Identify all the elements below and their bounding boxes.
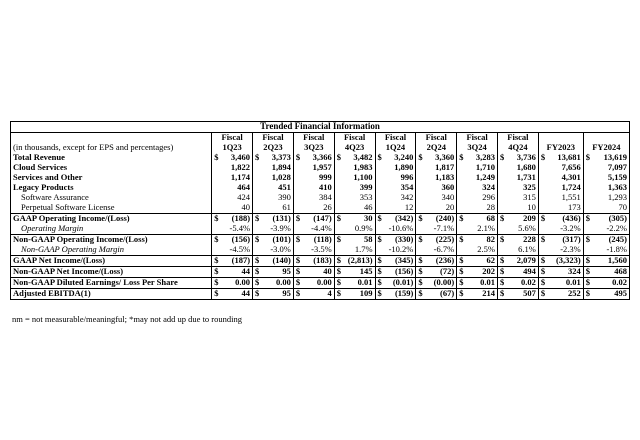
table-cell: 3,482 <box>353 153 373 163</box>
table-row <box>11 173 630 183</box>
dollar-sign: $ <box>538 278 546 289</box>
table-cell: (317) <box>547 235 584 246</box>
table-cell: 410 <box>293 183 334 193</box>
dollar-sign: $ <box>498 256 506 267</box>
dollar-sign: $ <box>212 289 220 300</box>
dollar-sign: $ <box>583 256 591 267</box>
table-cell: 82 <box>465 235 498 246</box>
table-row <box>11 245 630 256</box>
column-header-fiscal <box>583 133 629 144</box>
dollar-sign: $ <box>583 267 591 278</box>
row-label: Services and Other <box>11 173 212 183</box>
dollar-sign: $ <box>375 267 383 278</box>
header-blank <box>11 133 212 144</box>
table-cell: 7,656 <box>538 163 583 173</box>
table-cell: 1,983 <box>334 163 375 173</box>
table-cell: 468 <box>591 267 629 278</box>
table-cell: 424 <box>212 193 253 203</box>
dollar-sign: $ <box>583 214 591 225</box>
table-row <box>11 203 630 214</box>
table-cell: 996 <box>375 173 416 183</box>
table-cell: -3.5% <box>293 245 334 256</box>
dollar-sign: $ <box>212 278 220 289</box>
table-cell: 214 <box>465 289 498 300</box>
table-cell: 342 <box>375 193 416 203</box>
table-cell: 1,100 <box>334 173 375 183</box>
table-cell: 999 <box>293 173 334 183</box>
dollar-sign: $ <box>375 214 383 225</box>
column-header-period: FY2023 <box>538 143 583 153</box>
dollar-sign: $ <box>583 235 591 246</box>
table-cell: 324 <box>457 183 498 193</box>
row-label: Non-GAAP Operating Income/(Loss) <box>11 235 212 246</box>
dollar-sign: $ <box>334 289 342 300</box>
table-cell: 1,174 <box>212 173 253 183</box>
dollar-sign: $ <box>375 256 383 267</box>
table-row <box>11 214 630 225</box>
column-header-period: 3Q24 <box>457 143 498 153</box>
table-cell: 173 <box>538 203 583 214</box>
table-cell: (225) <box>424 235 457 246</box>
dollar-sign: $ <box>293 214 301 225</box>
table-cell: 40 <box>302 267 335 278</box>
table-cell: 1,817 <box>416 163 457 173</box>
table-cell: -1.8% <box>583 245 629 256</box>
table-cell: (156) <box>383 267 416 278</box>
table-row <box>11 267 630 278</box>
table-cell: 13,681 <box>557 153 581 163</box>
row-label: Operating Margin <box>11 224 212 235</box>
table-cell: 40 <box>212 203 253 214</box>
table-cell: 6.1% <box>498 245 539 256</box>
dollar-sign: $ <box>334 235 342 246</box>
table-cell: 360 <box>416 183 457 193</box>
table-cell: 30 <box>342 214 375 225</box>
table-cell: 44 <box>220 267 253 278</box>
table-cell: (72) <box>424 267 457 278</box>
dollar-sign: $ <box>253 214 261 225</box>
table-cell: 0.02 <box>506 278 539 289</box>
table-cell: -3.9% <box>253 224 294 235</box>
table-cell: 494 <box>506 267 539 278</box>
table-cell: 209 <box>506 214 539 225</box>
dollar-sign: $ <box>498 235 506 246</box>
dollar-sign: $ <box>416 235 424 246</box>
table-cell: (140) <box>261 256 294 267</box>
dollar-sign: $ <box>416 214 424 225</box>
table-cell: (245) <box>591 235 629 246</box>
dollar-sign: $ <box>212 153 220 163</box>
table-cell: 3,283 <box>475 153 496 163</box>
column-header-period: 2Q24 <box>416 143 457 153</box>
dollar-sign: $ <box>457 278 465 289</box>
table-cell: -4.5% <box>212 245 253 256</box>
table-cell: 3,736 <box>516 153 536 163</box>
table-cell: 62 <box>465 256 498 267</box>
column-header-fiscal: Fiscal <box>457 133 498 144</box>
dollar-sign: $ <box>583 278 591 289</box>
table-cell: -10.2% <box>375 245 416 256</box>
table-row <box>11 153 630 163</box>
column-header-fiscal: Fiscal <box>498 133 539 144</box>
table-cell: (156) <box>220 235 253 246</box>
table-cell: 3,240 <box>394 153 414 163</box>
table-cell: 296 <box>457 193 498 203</box>
table-cell: 228 <box>506 235 539 246</box>
dollar-sign: $ <box>375 235 383 246</box>
table-cell: (147) <box>302 214 335 225</box>
table-cell: -5.4% <box>212 224 253 235</box>
table-cell: (188) <box>220 214 253 225</box>
dollar-sign: $ <box>334 267 342 278</box>
column-header-period: 4Q23 <box>334 143 375 153</box>
table-cell: 1.7% <box>334 245 375 256</box>
table-cell: 1,724 <box>538 183 583 193</box>
table-cell: 44 <box>220 289 253 300</box>
dollar-sign: $ <box>538 235 546 246</box>
table-cell: (118) <box>302 235 335 246</box>
column-header-period: 2Q23 <box>253 143 294 153</box>
dollar-sign: $ <box>498 289 506 300</box>
dollar-sign: $ <box>334 153 342 163</box>
table-cell: (436) <box>547 214 584 225</box>
column-header-fiscal: Fiscal <box>212 133 253 144</box>
table-cell: 507 <box>506 289 539 300</box>
row-label: Adjusted EBITDA(1) <box>11 289 212 300</box>
table-cell: (101) <box>261 235 294 246</box>
table-row <box>11 224 630 235</box>
table-row <box>11 163 630 173</box>
column-header-period: 1Q24 <box>375 143 416 153</box>
table-cell: 58 <box>342 235 375 246</box>
table-cell: 28 <box>457 203 498 214</box>
table-row <box>11 193 630 203</box>
dollar-sign: $ <box>293 235 301 246</box>
column-header-period: FY2024 <box>583 143 629 153</box>
table-cell: (131) <box>261 214 294 225</box>
dollar-sign: $ <box>293 278 301 289</box>
table-cell: -7.1% <box>416 224 457 235</box>
dollar-sign: $ <box>538 289 546 300</box>
table-cell: 2,079 <box>506 256 539 267</box>
table-cell: 20 <box>416 203 457 214</box>
dollar-sign: $ <box>212 256 220 267</box>
dollar-sign: $ <box>457 235 465 246</box>
table-cell: 1,560 <box>591 256 629 267</box>
row-label: GAAP Operating Income/(Loss) <box>11 214 212 225</box>
table-cell: 0.00 <box>302 278 335 289</box>
table-cell: 13,619 <box>591 153 629 163</box>
table-cell: 0.01 <box>465 278 498 289</box>
trended-financial-table <box>10 121 630 300</box>
table-cell: (183) <box>302 256 335 267</box>
column-header-fiscal: Fiscal <box>334 133 375 144</box>
table-cell: 61 <box>253 203 294 214</box>
table-cell: 451 <box>253 183 294 193</box>
table-cell: 46 <box>334 203 375 214</box>
dollar-sign: $ <box>416 153 424 163</box>
row-label: GAAP Net Income/(Loss) <box>11 256 212 267</box>
column-header-period: 1Q23 <box>212 143 253 153</box>
table-cell: 252 <box>547 289 584 300</box>
table-cell: -6.7% <box>416 245 457 256</box>
dollar-sign: $ <box>498 278 506 289</box>
table-cell: 0.00 <box>220 278 253 289</box>
table-cell: 3,460 <box>230 153 251 163</box>
dollar-sign: $ <box>293 267 301 278</box>
table-cell: 2.5% <box>457 245 498 256</box>
dollar-sign: $ <box>375 289 383 300</box>
table-cell: 390 <box>253 193 294 203</box>
dollar-sign: $ <box>253 256 261 267</box>
table-cell: 354 <box>375 183 416 193</box>
table-cell: 7,097 <box>583 163 629 173</box>
column-header-period: 4Q24 <box>498 143 539 153</box>
table-cell: 68 <box>465 214 498 225</box>
table-cell: 1,183 <box>416 173 457 183</box>
table-cell: -2.2% <box>583 224 629 235</box>
column-header-fiscal: Fiscal <box>293 133 334 144</box>
table-cell: 26 <box>293 203 334 214</box>
dollar-sign: $ <box>253 278 261 289</box>
dollar-sign: $ <box>416 256 424 267</box>
table-cell: -10.6% <box>375 224 416 235</box>
table-cell: 3,366 <box>312 153 332 163</box>
dollar-sign: $ <box>457 153 465 163</box>
table-cell: 0.01 <box>342 278 375 289</box>
financial-table-container <box>10 121 630 300</box>
table-cell: 1,710 <box>457 163 498 173</box>
table-cell: (67) <box>424 289 457 300</box>
table-row <box>11 278 630 289</box>
column-header-fiscal <box>538 133 583 144</box>
dollar-sign: $ <box>293 153 301 163</box>
table-cell: 1,894 <box>253 163 294 173</box>
table-cell: -3.2% <box>538 224 583 235</box>
dollar-sign: $ <box>334 278 342 289</box>
table-cell: 1,249 <box>457 173 498 183</box>
table-cell: 1,822 <box>212 163 253 173</box>
dollar-sign: $ <box>498 214 506 225</box>
dollar-sign: $ <box>416 267 424 278</box>
dollar-sign: $ <box>253 235 261 246</box>
table-cell: 12 <box>375 203 416 214</box>
table-cell: -2.3% <box>538 245 583 256</box>
table-cell: (236) <box>424 256 457 267</box>
table-cell: 0.02 <box>591 278 629 289</box>
dollar-sign: $ <box>212 267 220 278</box>
table-cell: (330) <box>383 235 416 246</box>
table-cell: 340 <box>416 193 457 203</box>
row-label: Non-GAAP Operating Margin <box>11 245 212 256</box>
table-cell: 1,957 <box>293 163 334 173</box>
dollar-sign: $ <box>212 235 220 246</box>
dollar-sign: $ <box>416 289 424 300</box>
table-cell: 109 <box>342 289 375 300</box>
column-header-fiscal: Fiscal <box>416 133 457 144</box>
table-cell: 70 <box>583 203 629 214</box>
table-cell: -4.4% <box>293 224 334 235</box>
dollar-sign: $ <box>498 267 506 278</box>
dollar-sign: $ <box>253 153 261 163</box>
table-cell: 0.9% <box>334 224 375 235</box>
table-cell: 95 <box>261 289 294 300</box>
table-cell: 495 <box>591 289 629 300</box>
table-cell: 1,551 <box>538 193 583 203</box>
table-cell: 384 <box>293 193 334 203</box>
table-cell: 5.6% <box>498 224 539 235</box>
dollar-sign: $ <box>416 278 424 289</box>
table-cell: 2.1% <box>457 224 498 235</box>
table-cell: 1,363 <box>583 183 629 193</box>
dollar-sign: $ <box>253 289 261 300</box>
table-cell: (159) <box>383 289 416 300</box>
column-header-fiscal: Fiscal <box>375 133 416 144</box>
column-header-fiscal: Fiscal <box>253 133 294 144</box>
dollar-sign: $ <box>538 267 546 278</box>
column-header-period: 3Q23 <box>293 143 334 153</box>
table-cell: 3,360 <box>435 153 455 163</box>
table-cell: 324 <box>547 267 584 278</box>
table-cell: (187) <box>220 256 253 267</box>
row-label: Perpetual Software License <box>11 203 212 214</box>
table-subtitle: (in thousands, except for EPS and percentages) <box>11 143 212 153</box>
table-cell: (342) <box>383 214 416 225</box>
dollar-sign: $ <box>293 256 301 267</box>
row-label: Non-GAAP Net Income/(Loss) <box>11 267 212 278</box>
table-cell: 325 <box>498 183 539 193</box>
table-title: Trended Financial Information <box>11 122 630 133</box>
table-cell: (0.00) <box>424 278 457 289</box>
dollar-sign: $ <box>334 214 342 225</box>
dollar-sign: $ <box>538 153 546 163</box>
table-cell: 4,301 <box>538 173 583 183</box>
table-cell: 1,890 <box>375 163 416 173</box>
table-cell: (345) <box>383 256 416 267</box>
dollar-sign: $ <box>375 153 383 163</box>
table-cell: (3,323) <box>547 256 584 267</box>
row-label: Legacy Products <box>11 183 212 193</box>
table-cell: 5,159 <box>583 173 629 183</box>
table-cell: 95 <box>261 267 294 278</box>
dollar-sign: $ <box>583 153 591 163</box>
table-cell: 4 <box>302 289 335 300</box>
table-cell: 0.01 <box>547 278 584 289</box>
table-cell: (0.01) <box>383 278 416 289</box>
table-cell: (305) <box>591 214 629 225</box>
row-label: Cloud Services <box>11 163 212 173</box>
table-row <box>11 256 630 267</box>
table-cell: 10 <box>498 203 539 214</box>
table-cell: 315 <box>498 193 539 203</box>
table-row <box>11 289 630 300</box>
table-cell: 399 <box>334 183 375 193</box>
table-cell: -3.0% <box>253 245 294 256</box>
table-cell: 353 <box>334 193 375 203</box>
dollar-sign: $ <box>457 289 465 300</box>
dollar-sign: $ <box>498 153 506 163</box>
row-label: Total Revenue <box>11 153 212 163</box>
table-cell: 1,731 <box>498 173 539 183</box>
dollar-sign: $ <box>293 289 301 300</box>
row-label: Non-GAAP Diluted Earnings/ Loss Per Share <box>11 278 212 289</box>
table-cell: 145 <box>342 267 375 278</box>
dollar-sign: $ <box>253 267 261 278</box>
table-row <box>11 235 630 246</box>
table-cell: 464 <box>212 183 253 193</box>
footnote: nm = not measurable/meaningful; *may not add up due to rounding <box>12 314 242 324</box>
dollar-sign: $ <box>538 256 546 267</box>
dollar-sign: $ <box>457 267 465 278</box>
table-cell: (2,813) <box>342 256 375 267</box>
row-label: Software Assurance <box>11 193 212 203</box>
table-cell: 1,293 <box>583 193 629 203</box>
table-cell: 0.00 <box>261 278 294 289</box>
table-cell: (240) <box>424 214 457 225</box>
dollar-sign: $ <box>457 256 465 267</box>
dollar-sign: $ <box>457 214 465 225</box>
dollar-sign: $ <box>334 256 342 267</box>
table-cell: 202 <box>465 267 498 278</box>
table-cell: 1,028 <box>253 173 294 183</box>
table-row <box>11 183 630 193</box>
dollar-sign: $ <box>583 289 591 300</box>
dollar-sign: $ <box>375 278 383 289</box>
table-cell: 3,373 <box>271 153 291 163</box>
table-cell: 1,680 <box>498 163 539 173</box>
dollar-sign: $ <box>212 214 220 225</box>
dollar-sign: $ <box>538 214 546 225</box>
